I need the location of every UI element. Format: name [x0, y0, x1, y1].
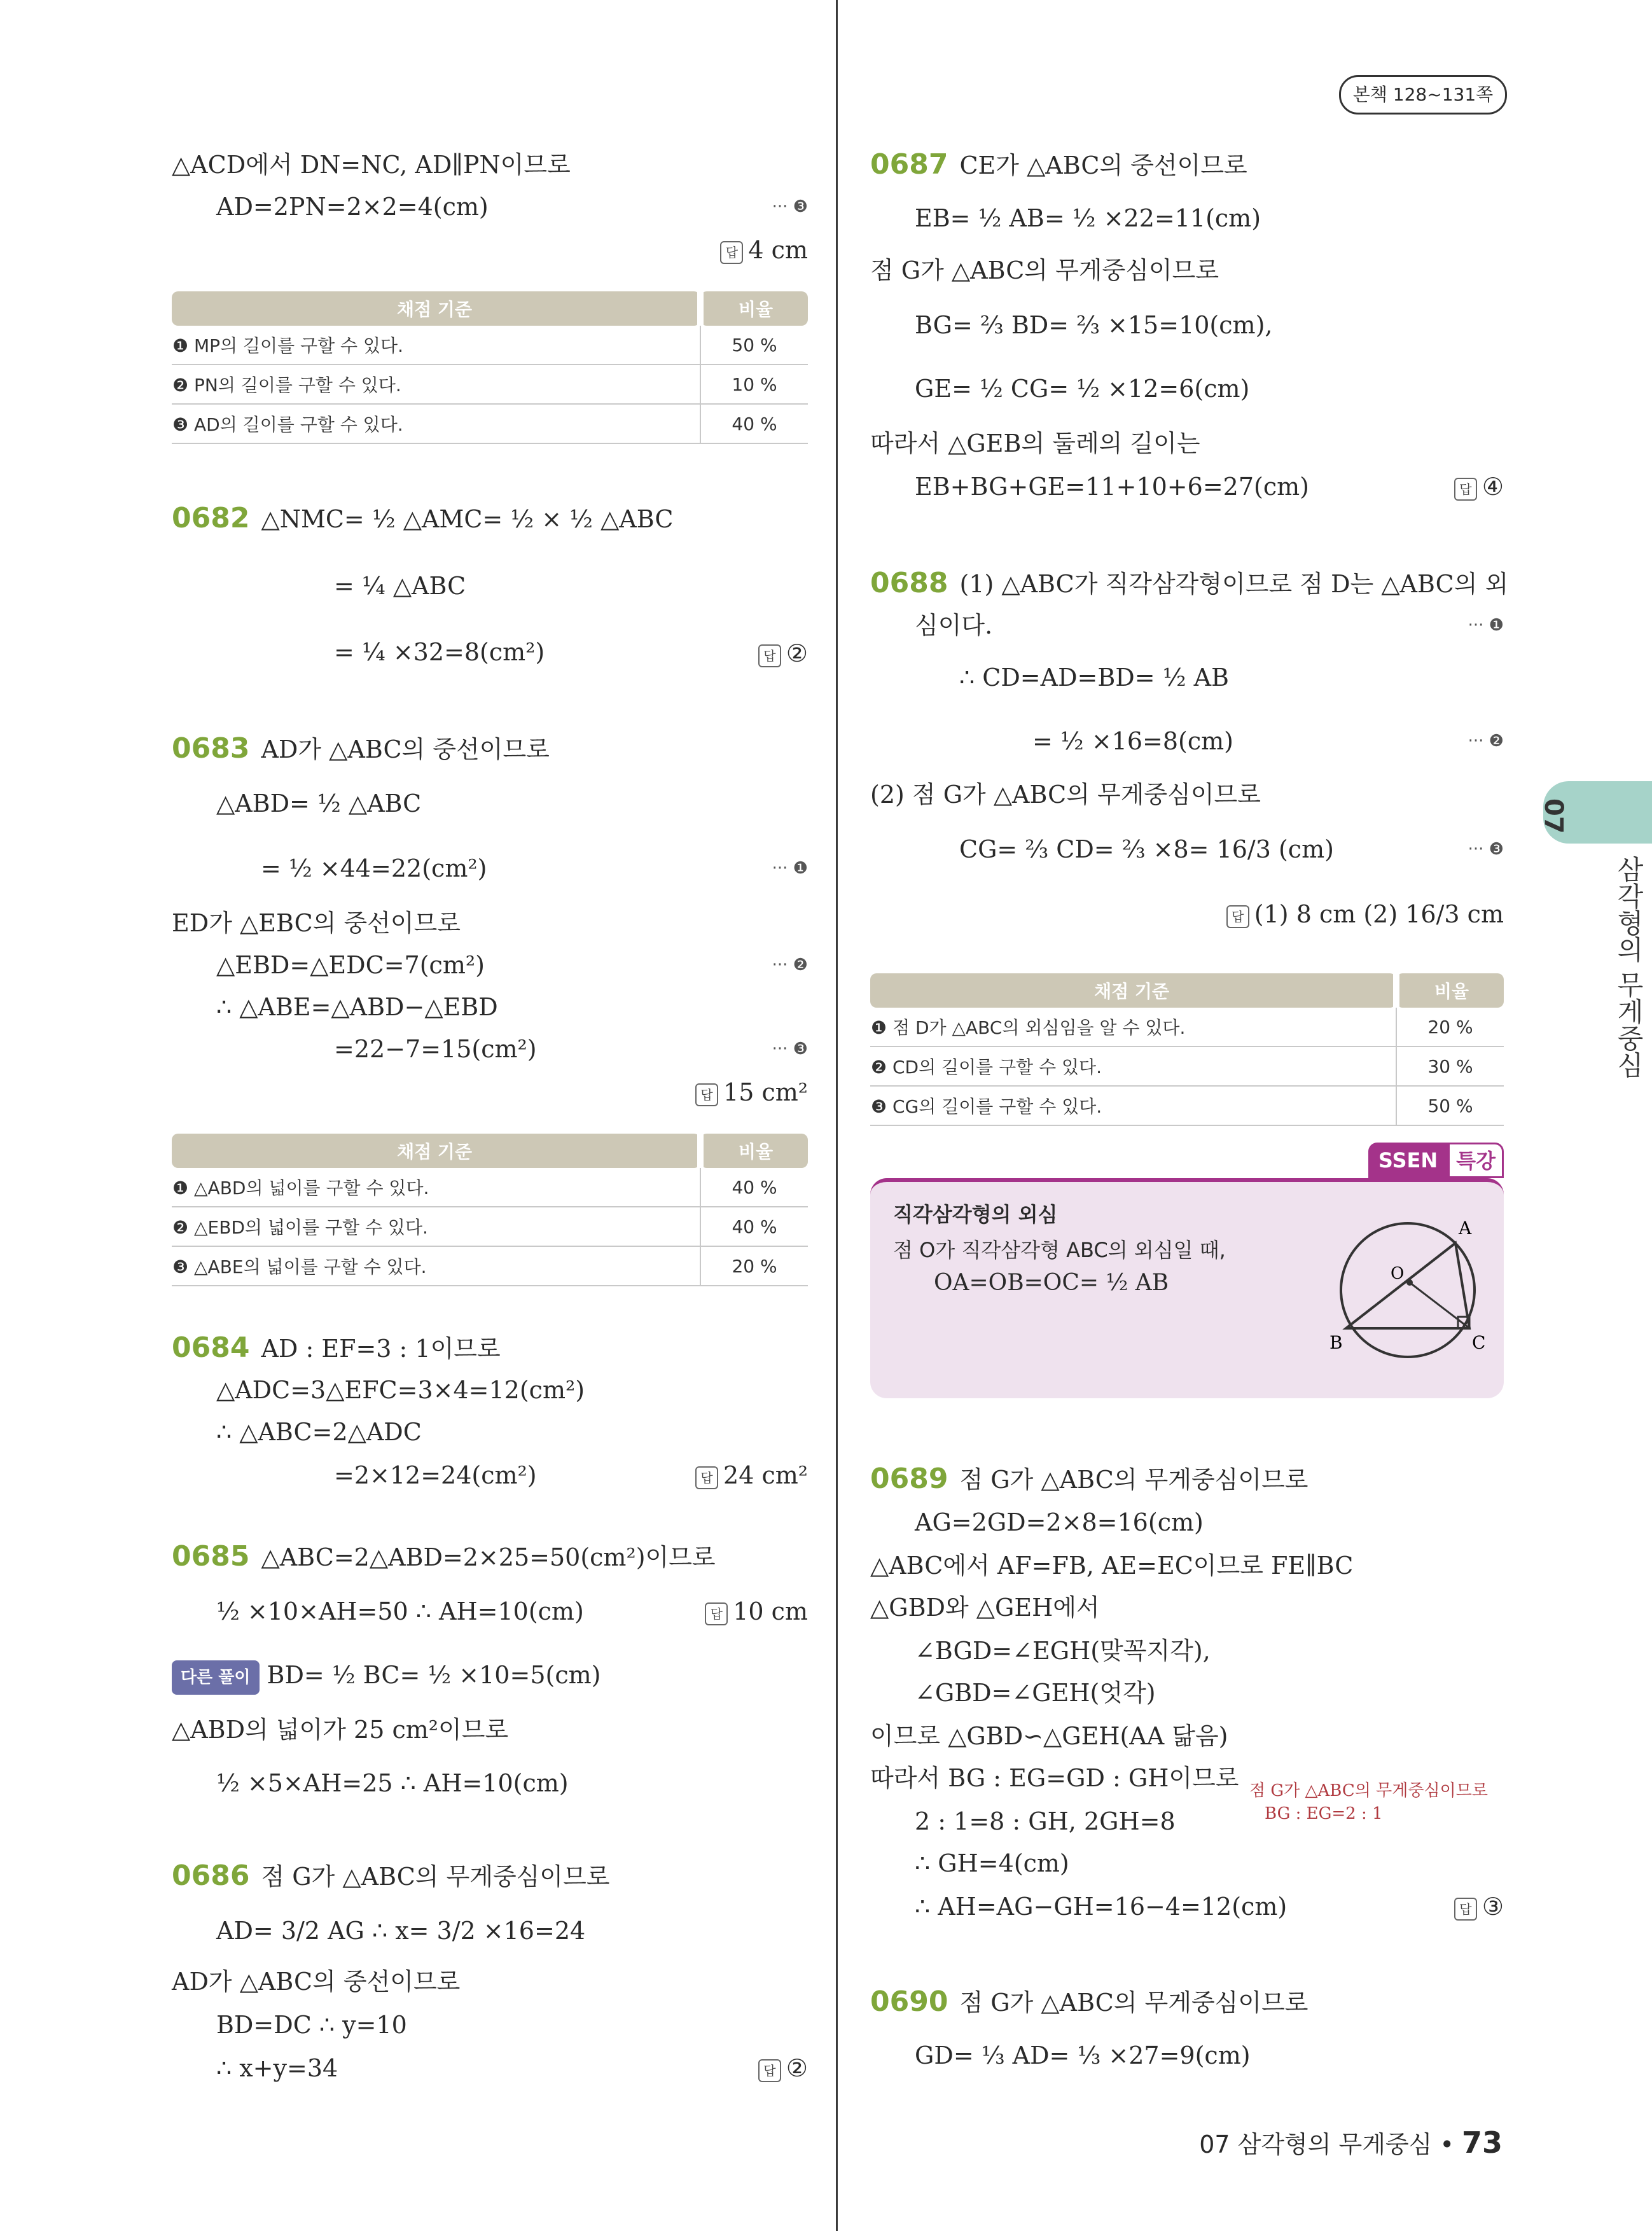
- text-line: AG=2GD=2×8=16(cm): [915, 1508, 1204, 1536]
- answer: 답 10 cm: [705, 1595, 808, 1627]
- answer: 답 4 cm: [720, 234, 808, 266]
- text-line: AD= 3/2 AG ∴ x= 3/2 ×16=24: [216, 1917, 586, 1945]
- table-row: ❸ AD의 길이를 구할 수 있다. 40 %: [172, 404, 808, 443]
- text-line: 이므로 △GBD∽△GEH(AA 닮음): [870, 1722, 1228, 1750]
- step-marker: ··· ❶: [772, 859, 808, 878]
- text-line: 따라서 BG : EG=GD : GH이므로: [870, 1764, 1239, 1792]
- text-line: (2) 점 G가 △ABC의 무게중심이므로: [870, 781, 1261, 809]
- tip-body: 점 O가 직각삼각형 ABC의 외심일 때,: [893, 1238, 1226, 1262]
- text-line: 점 G가 △ABC의 무게중심이므로: [870, 256, 1219, 284]
- text-line: AD=2PN=2×2=4(cm): [216, 193, 489, 221]
- page-reference-badge: 본책 128~131쪽: [1339, 75, 1507, 115]
- text-line: ED가 △EBC의 중선이므로: [172, 909, 461, 937]
- table-header: 비율: [1396, 973, 1504, 1008]
- answer-icon: 답: [695, 1083, 718, 1106]
- answer-icon: 답: [720, 241, 743, 264]
- answer-icon: 답: [758, 2059, 781, 2082]
- text-line: 심이다.: [915, 611, 993, 639]
- problem-number: 0685: [172, 1540, 250, 1573]
- table-header: 비율: [700, 1134, 808, 1168]
- problem-0685: 0685 △ABC=2△ABD=2×25=50(cm²)이므로: [172, 1540, 716, 1573]
- text-line: △ADC=3△EFC=3×4=12(cm²): [216, 1376, 585, 1404]
- text-line: △ABC에서 AF=FB, AE=EC이므로 FE∥BC: [870, 1552, 1354, 1580]
- answer: 답 ④: [1454, 471, 1504, 503]
- ssen-special-label: SSEN 특강: [1368, 1143, 1504, 1178]
- answer: 답 15 cm²: [695, 1076, 808, 1108]
- text-line: ½ ×10×AH=50 ∴ AH=10(cm): [216, 1597, 584, 1625]
- table-row: ❶ 점 D가 △ABC의 외심임을 알 수 있다. 20 %: [870, 1008, 1504, 1046]
- text-line: =2×12=24(cm²): [334, 1461, 537, 1489]
- ssen-tip-box: [870, 1178, 1504, 1398]
- text-line: EB+BG+GE=11+10+6=27(cm): [915, 473, 1309, 501]
- right-column: [870, 0, 1509, 2231]
- problem-number: 0688: [870, 567, 948, 599]
- side-note: BG : EG=2 : 1: [1265, 1804, 1383, 1823]
- table-header: 채점 기준: [172, 1134, 700, 1168]
- problem-0690: 0690 점 G가 △ABC의 무게중심이므로: [870, 1985, 1308, 2018]
- problem-0687: 0687 CE가 △ABC의 중선이므로: [870, 148, 1247, 181]
- circumcircle-diagram: [1322, 1207, 1487, 1373]
- label-a: A: [1459, 1218, 1472, 1239]
- left-column: [172, 0, 808, 2231]
- text-line: ∠GBD=∠GEH(엇각): [915, 1679, 1156, 1707]
- table-row: ❷ CD의 길이를 구할 수 있다. 30 %: [870, 1046, 1504, 1086]
- answer: 답 24 cm²: [695, 1459, 808, 1491]
- text-line: ∴ △ABE=△ABD−△EBD: [216, 993, 498, 1021]
- problem-number: 0686: [172, 1859, 250, 1892]
- side-note: 점 G가 △ABC의 무게중심이므로: [1249, 1781, 1488, 1800]
- answer: 답 ②: [758, 2052, 808, 2084]
- chapter-tab-title: 삼각형의 무게중심: [1613, 856, 1644, 1078]
- text-line: EB= ½ AB= ½ ×22=11(cm): [915, 204, 1261, 232]
- scoring-table: [172, 291, 808, 444]
- problem-0684: 0684 AD : EF=3 : 1이므로: [172, 1331, 501, 1364]
- page-footer: 07 삼각형의 무게중심 • 73: [1199, 2125, 1503, 2160]
- tip-title: 직각삼각형의 외심: [893, 1202, 1058, 1227]
- text-line: = ½ ×16=8(cm): [1032, 727, 1234, 755]
- text-line: ∴ AH=AG−GH=16−4=12(cm): [915, 1893, 1288, 1921]
- answer-icon: 답: [1226, 905, 1249, 928]
- problem-number: 0682: [172, 502, 250, 534]
- alternative-solution: 다른 풀이 BD= ½ BC= ½ ×10=5(cm): [172, 1659, 600, 1695]
- problem-number: 0683: [172, 732, 250, 765]
- problem-0682: 0682 △NMC= ½ △AMC= ½ × ½ △ABC: [172, 502, 674, 534]
- answer: 답 (1) 8 cm (2) 16/3 cm: [1226, 898, 1504, 930]
- table-header: 채점 기준: [870, 973, 1396, 1008]
- problem-number: 0687: [870, 148, 948, 181]
- table-row: ❷ △EBD의 넓이를 구할 수 있다. 40 %: [172, 1207, 808, 1246]
- text-line: = ½ ×44=22(cm²): [261, 854, 487, 882]
- problem-number: 0684: [172, 1331, 250, 1364]
- page-number: 73: [1461, 2125, 1503, 2160]
- step-marker: ··· ❸: [1468, 840, 1504, 859]
- problem-0686: 0686 점 G가 △ABC의 무게중심이므로: [172, 1859, 610, 1892]
- step-marker: ··· ❷: [772, 956, 808, 975]
- text-line: △EBD=△EDC=7(cm²): [216, 951, 485, 979]
- answer-icon: 답: [695, 1466, 718, 1489]
- table-row: ❸ △ABE의 넓이를 구할 수 있다. 20 %: [172, 1246, 808, 1286]
- chapter-tab-number: 07: [1539, 798, 1568, 834]
- problem-0688: 0688 (1) △ABC가 직각삼각형이므로 점 D는 △ABC의 외: [870, 567, 1509, 599]
- text-line: GD= ⅓ AD= ⅓ ×27=9(cm): [915, 2041, 1251, 2069]
- table-row: ❶ △ABD의 넓이를 구할 수 있다. 40 %: [172, 1168, 808, 1207]
- problem-0683: 0683 AD가 △ABC의 중선이므로: [172, 732, 550, 765]
- answer-icon: 답: [1454, 1898, 1477, 1921]
- problem-0689: 0689 점 G가 △ABC의 무게중심이므로: [870, 1463, 1308, 1495]
- text-line: ∴ CD=AD=BD= ½ AB: [959, 664, 1229, 692]
- label-b: B: [1329, 1332, 1343, 1353]
- table-row: ❸ CG의 길이를 구할 수 있다. 50 %: [870, 1086, 1504, 1125]
- text-line: ∴ △ABC=2△ADC: [216, 1418, 422, 1446]
- problem-number: 0690: [870, 1985, 948, 2018]
- label-c: C: [1472, 1332, 1486, 1353]
- scoring-table: [870, 973, 1504, 1126]
- text-line: △ABD= ½ △ABC: [216, 789, 422, 817]
- text-line: =22−7=15(cm²): [334, 1035, 537, 1063]
- label-o: O: [1391, 1264, 1405, 1283]
- text-line: 2 : 1=8 : GH, 2GH=8: [915, 1807, 1176, 1835]
- scoring-table: [172, 1134, 808, 1286]
- answer-icon: 답: [758, 644, 781, 667]
- tip-formula: OA=OB=OC= ½ AB: [934, 1270, 1169, 1296]
- text-line: △ABD의 넓이가 25 cm²이므로: [172, 1716, 509, 1744]
- text-line: ∠BGD=∠EGH(맞꼭지각),: [915, 1637, 1211, 1665]
- text-line: GE= ½ CG= ½ ×12=6(cm): [915, 375, 1250, 403]
- problem-number: 0689: [870, 1463, 948, 1495]
- step-marker: ··· ❸: [772, 1039, 808, 1059]
- text-line: 따라서 △GEB의 둘레의 길이는: [870, 429, 1200, 457]
- column-divider: [836, 0, 838, 2231]
- step-marker: ··· ❶: [1468, 616, 1504, 635]
- answer-icon: 답: [705, 1602, 728, 1625]
- text-line: ∴ x+y=34: [216, 2054, 338, 2082]
- text-line: BD=DC ∴ y=10: [216, 2011, 407, 2039]
- text-line: ½ ×5×AH=25 ∴ AH=10(cm): [216, 1769, 569, 1797]
- answer: 답 ③: [1454, 1891, 1504, 1922]
- text-line: △ACD에서 DN=NC, AD∥PN이므로: [172, 151, 571, 179]
- text-line: = ¼ △ABC: [334, 572, 466, 600]
- text-line: △GBD와 △GEH에서: [870, 1594, 1100, 1622]
- table-row: ❷ PN의 길이를 구할 수 있다. 10 %: [172, 365, 808, 404]
- alt-solution-badge: 다른 풀이: [172, 1660, 260, 1695]
- answer-icon: 답: [1454, 478, 1477, 501]
- text-line: = ¼ ×32=8(cm²): [334, 638, 545, 666]
- table-header: 채점 기준: [172, 291, 700, 326]
- table-row: ❶ MP의 길이를 구할 수 있다. 50 %: [172, 326, 808, 365]
- text-line: BG= ⅔ BD= ⅔ ×15=10(cm),: [915, 311, 1273, 339]
- text-line: AD가 △ABC의 중선이므로: [172, 1968, 461, 1996]
- step-marker: ··· ❷: [1468, 732, 1504, 751]
- text-line: ∴ GH=4(cm): [915, 1849, 1069, 1877]
- text-line: CG= ⅔ CD= ⅔ ×8= 16/3 (cm): [959, 835, 1334, 863]
- table-header: 비율: [700, 291, 808, 326]
- step-marker: ··· ❸: [772, 197, 808, 216]
- answer: 답 ②: [758, 637, 808, 669]
